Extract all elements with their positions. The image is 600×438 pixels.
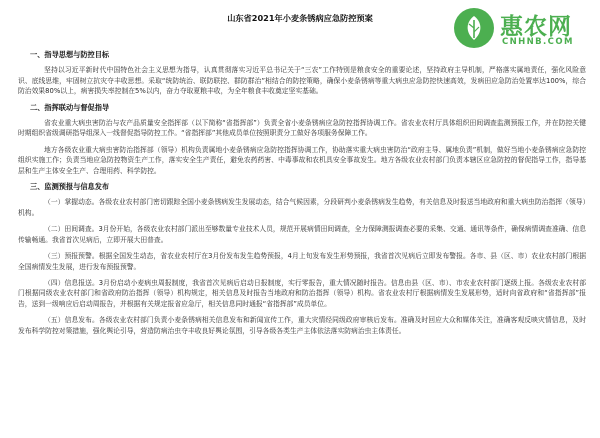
section <box>18 50 586 97</box>
paragraph: （一）掌握动态。各级农业农村部门密切跟踪全国小麦条锈病发生发展动态，结合气候因素，分段研判小麦条锈病发生趋势，有关信息及时报送当地政府和重大病虫防治指挥（领导）机构。 <box>18 198 586 217</box>
section <box>18 182 586 336</box>
logo-brand-text: 惠农网 <box>500 14 572 40</box>
paragraph: （五）信息发布。各级农业农村部门负责小麦条锈病相关信息发布和新闻宣传工作，重大灾情经同级政府审核后发布。准确及时回应大众和媒体关注，准确客观反映灾情信息，及时发布科学防控对策措施，强化舆论引导，营造防病治虫夺丰收良好舆论氛围，引导各级各类生产主体依法落实防病治虫主体责任。 <box>18 316 586 335</box>
section <box>18 103 586 176</box>
paragraph: 坚持以习近平新时代中国特色社会主义思想为指导，认真贯彻落实习近平总书记关于“三农”工作特别是粮食安全的重要论述，坚持政府主导机制，严格落实属地责任，强化风险意识、底线思维，牢固树立抗灾夺丰收思想。采取“统防统治、联防联控、群防群治”相结合的防控策略，确保小麦条锈病等重大病虫应急防控快速高效，发病田应急防治处置率达100%，综合防治效果80%以上，病害损失率控制在5%以内，奋力夺取夏粮丰收，为全年粮食丰收奠定坚实基础。 <box>18 66 586 96</box>
paragraph: 省农业重大病虫害防治与农产品质量安全指挥部（以下简称“省指挥部”）负责全省小麦条锈病应急防控指挥协调工作。省农业农村厅具体组织田间调查监测预报工作，并在防控关键时期组织省级调研指导组深入一线督促指导防控工作。“省指挥部”其他成员单位按照职责分工做好各项服务保障工作。 <box>18 119 586 138</box>
watermark-logo <box>452 6 598 50</box>
paragraph: 地方各级农业重大病虫害防治指挥部（领导）机构负责属地小麦条锈病应急防控指挥协调工作，协助落实重大病虫害防治“政府主导、属地负责”机制，做好当地小麦条锈病应急防控组织实施工作；负责当地应急防控物资生产工作，落实安全生产责任，避免农药药害、中毒事故和农机具安全事故发生。地方各级农业农村部门负责本辖区应急防控的督促指导工作，指导基层和生产主体安全生产、合理用药、科学防控。 <box>18 145 586 175</box>
paragraph: （三）预报预警。根据全国发生动态，省农业农村厅在3月份发布发生趋势预报，4月上旬发布发生形势预报，我省首次见病后立即发布警报。各市、县（区、市）农业农村部门根据全国病情发生发展，进行发布预报预警。 <box>18 252 586 271</box>
document-body <box>18 48 586 342</box>
paragraph: （四）信息报送。3月份启动小麦病虫周报制度，我省首次见病后启动日报制度，实行零报告，重大情况随时报告。信息由县（区、市）、市农业农村部门逐级上报。各级农业农村部门根据同级农业农村部门和省政府防治指挥（领导）机构规定，相关信息及时报告当地政府和防治指挥（领导）机构。省农业农村厅根据病情发生发展形势，适时向省政府和“省指挥部”报告，送到一级响应后启动周报告，并根据有关规定报省应急厅，相关信息同时通报“省指挥部”成员单位。 <box>18 278 586 308</box>
section-heading: 三、监测预报与信息发布 <box>30 182 110 192</box>
section-heading: 一、指导思想与防控目标 <box>30 50 110 59</box>
logo-domain-text: CNHNB.COM <box>502 37 574 47</box>
section-heading: 二、指挥联动与督促指导 <box>30 102 110 112</box>
leaf-icon <box>462 14 486 42</box>
page-title: 山东省2021年小麦条锈病应急防控预案 <box>227 13 373 23</box>
paragraph: （二）田间调查。3月份开始，各级农业农村部门派出至够数量专业技术人员，规范开展病情田间调查，全力保障测报调查必要的采集、交通、通讯等条件，确保病情调查准确、信息传输畅通。我省首次见病后，立即开展大田普查。 <box>18 225 586 244</box>
